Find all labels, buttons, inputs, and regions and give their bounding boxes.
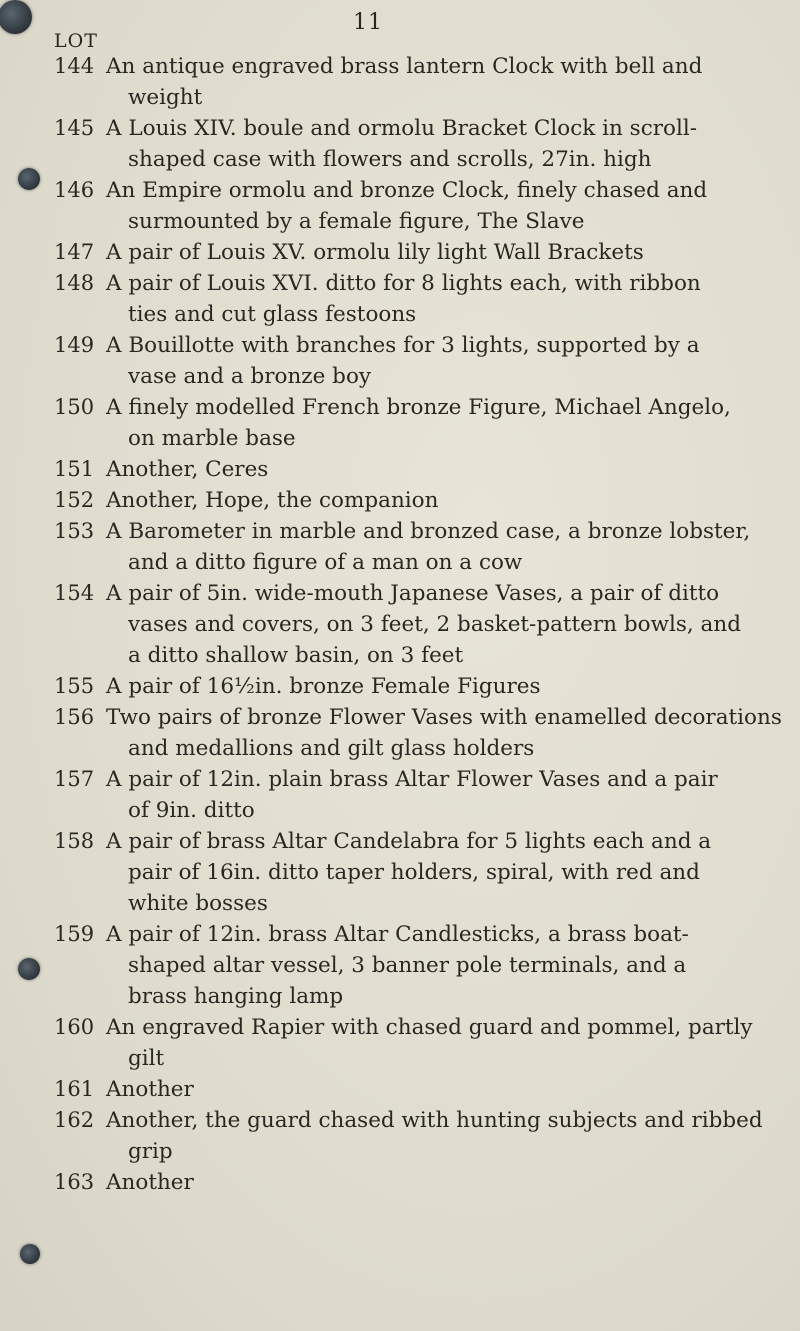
lot-description (106, 516, 796, 578)
lot-description (106, 764, 796, 826)
description-line: white bosses (128, 891, 268, 916)
description-line: A pair of 5in. wide-mouth Japanese Vases, a pair of ditto (106, 581, 720, 606)
lot-description (106, 1012, 796, 1074)
lot-number: 144 (54, 54, 95, 78)
lot-number: 154 (54, 581, 95, 605)
lot-description (106, 268, 796, 330)
description-line: brass hanging lamp (128, 984, 344, 1009)
description-line: A Bouillotte with branches for 3 lights, supported by a (106, 333, 700, 358)
lot-number: 160 (54, 1015, 95, 1039)
description-line: A finely modelled French bronze Figure, Michael Angelo, (106, 395, 731, 420)
description-line: Another, Hope, the companion (106, 488, 439, 513)
description-line: vases and covers, on 3 feet, 2 basket-pattern bowls, and (128, 612, 741, 637)
description-line: A pair of Louis XV. ormolu lily light Wall Brackets (106, 240, 644, 265)
lot-description (106, 1105, 796, 1167)
lot-number: 156 (54, 705, 95, 729)
lot-number: 161 (54, 1077, 95, 1101)
lot-number: 163 (54, 1170, 95, 1194)
description-line: and medallions and gilt glass holders (128, 736, 535, 761)
description-line: gilt (128, 1046, 165, 1071)
lot-description (106, 671, 796, 702)
description-line: and a ditto figure of a man on a cow (128, 550, 523, 575)
description-line: ties and cut glass festoons (128, 302, 417, 327)
lot-number: 146 (54, 178, 95, 202)
description-line: Another, the guard chased with hunting subjects and ribbed (106, 1108, 763, 1133)
lot-description (106, 578, 796, 671)
lot-number: 149 (54, 333, 95, 357)
description-line: pair of 16in. ditto taper holders, spiral, with red and (128, 860, 700, 885)
description-line: A pair of brass Altar Candelabra for 5 lights each and a (106, 829, 712, 854)
lot-number: 151 (54, 457, 95, 481)
binding-hole-2 (18, 168, 40, 190)
lot-description (106, 175, 796, 237)
description-line: Another, Ceres (106, 457, 269, 482)
lot-description (106, 237, 796, 268)
description-line: An Empire ormolu and bronze Clock, finely chased and (106, 178, 708, 203)
lot-description (106, 392, 796, 454)
lot-description (106, 485, 796, 516)
lot-description (106, 113, 796, 175)
lot-number: 155 (54, 674, 95, 698)
lot-description (106, 702, 796, 764)
description-line: of 9in. ditto (128, 798, 255, 823)
lot-description (106, 454, 796, 485)
description-line: shaped altar vessel, 3 banner pole terminals, and a (128, 953, 687, 978)
description-line: A pair of Louis XVI. ditto for 8 lights each, with ribbon (106, 271, 701, 296)
description-line: Another (106, 1077, 194, 1102)
lot-number: 147 (54, 240, 95, 264)
lot-number: 153 (54, 519, 95, 543)
description-line: A pair of 12in. brass Altar Candlesticks, a brass boat- (106, 922, 689, 947)
lot-description (106, 330, 796, 392)
lot-number: 152 (54, 488, 95, 512)
description-line: vase and a bronze boy (128, 364, 372, 389)
binding-hole-1 (0, 0, 32, 34)
description-line: on marble base (128, 426, 296, 451)
lot-description (106, 51, 796, 113)
lot-description (106, 826, 796, 919)
binding-hole-3 (18, 958, 40, 980)
description-line: surmounted by a female figure, The Slave (128, 209, 585, 234)
lot-description (106, 1167, 796, 1198)
description-line: Two pairs of bronze Flower Vases with enamelled decorations (106, 705, 782, 730)
description-line: A pair of 12in. plain brass Altar Flower Vases and a pair (106, 767, 718, 792)
description-line: An antique engraved brass lantern Clock with bell and (106, 54, 703, 79)
description-line: A Louis XIV. boule and ormolu Bracket Clock in scroll- (106, 116, 697, 141)
description-line: grip (128, 1139, 173, 1164)
description-line: a ditto shallow basin, on 3 feet (128, 643, 464, 668)
description-line: shaped case with flowers and scrolls, 27in. high (128, 147, 652, 172)
lot-number: 158 (54, 829, 95, 853)
lot-number: 150 (54, 395, 95, 419)
lot-number: 148 (54, 271, 95, 295)
description-line: A pair of 16½in. bronze Female Figures (106, 674, 541, 699)
lot-description (106, 919, 796, 1012)
description-line: weight (128, 85, 203, 110)
lot-description (106, 1074, 796, 1105)
lot-number: 145 (54, 116, 95, 140)
lot-number: 162 (54, 1108, 95, 1132)
lot-number: 157 (54, 767, 95, 791)
description-line: A Barometer in marble and bronzed case, a bronze lobster, (106, 519, 751, 544)
description-line: An engraved Rapier with chased guard and pommel, partly (106, 1015, 753, 1040)
lot-number: 159 (54, 922, 95, 946)
description-line: Another (106, 1170, 194, 1195)
lot-column-header: LOT (54, 30, 98, 52)
binding-hole-4 (20, 1244, 40, 1264)
page-number: 11 (353, 10, 383, 35)
